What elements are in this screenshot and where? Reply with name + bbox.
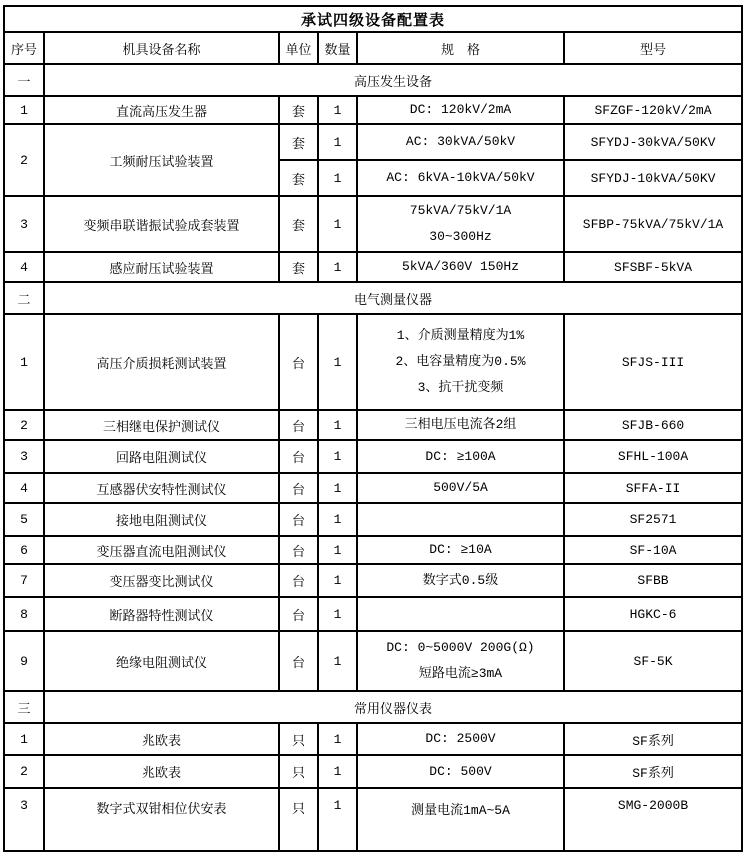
equipment-row [4, 196, 742, 252]
spec-cell [357, 410, 564, 440]
section-number-cell: 一 [4, 64, 44, 96]
spec-line: 测量电流1mA~5A [411, 803, 510, 818]
unit-cell: 套 [279, 252, 318, 282]
row-number-cell: 4 [4, 252, 44, 282]
equipment-name-cell: 变压器直流电阻测试仪 [44, 536, 279, 564]
row-number-cell: 7 [4, 564, 44, 597]
equipment-name-cell: 回路电阻测试仪 [44, 440, 279, 473]
row-number-cell: 3 [4, 196, 44, 252]
spec-cell [357, 196, 564, 252]
model-cell: SFBB [564, 564, 742, 597]
equipment-name-cell: 兆欧表 [44, 755, 279, 788]
model-cell: SF-10A [564, 536, 742, 564]
equipment-row [4, 788, 742, 851]
model-cell: SFYDJ-10kVA/50KV [564, 160, 742, 196]
model-cell: SFJS-III [564, 314, 742, 410]
equipment-row [4, 252, 742, 282]
model-cell: SF-5K [564, 631, 742, 691]
qty-cell: 1 [318, 440, 357, 473]
spec-line: 500V/5A [433, 480, 488, 495]
equipment-row [4, 503, 742, 536]
unit-cell: 套 [279, 160, 318, 196]
spec-line: 3、抗干扰变频 [417, 380, 504, 395]
model-cell: SF系列 [564, 755, 742, 788]
row-number-cell: 6 [4, 536, 44, 564]
model-cell: SFBP-75kVA/75kV/1A [564, 196, 742, 252]
spec-line: 30~300Hz [429, 229, 492, 244]
model-cell: SFFA-II [564, 473, 742, 503]
qty-cell: 1 [318, 536, 357, 564]
qty-cell: 1 [318, 597, 357, 631]
spec-line: DC: 120kV/2mA [409, 102, 512, 117]
spec-cell [357, 631, 564, 691]
qty-cell: 1 [318, 196, 357, 252]
qty-cell: 1 [318, 788, 357, 851]
unit-cell: 只 [279, 755, 318, 788]
equipment-name-cell: 兆欧表 [44, 723, 279, 755]
model-cell: SFYDJ-30kVA/50KV [564, 124, 742, 160]
qty-cell: 1 [318, 723, 357, 755]
equipment-name-cell: 数字式双钳相位伏安表 [44, 788, 279, 851]
spec-line: 5kVA/360V 150Hz [401, 259, 520, 274]
spec-cell [357, 723, 564, 755]
equipment-row [4, 723, 742, 755]
unit-cell: 台 [279, 410, 318, 440]
spec-line: AC: 30kVA/50kV [405, 134, 516, 149]
unit-cell: 台 [279, 503, 318, 536]
equipment-row [4, 410, 742, 440]
unit-cell: 台 [279, 314, 318, 410]
row-number-cell: 3 [4, 788, 44, 851]
model-cell: HGKC-6 [564, 597, 742, 631]
row-number-cell: 2 [4, 755, 44, 788]
equipment-name-cell: 变频串联谐振试验成套装置 [44, 196, 279, 252]
section-number-cell: 三 [4, 691, 44, 723]
unit-cell: 套 [279, 196, 318, 252]
model-cell: SFHL-100A [564, 440, 742, 473]
table-title: 承试四级设备配置表 [4, 6, 742, 32]
row-number-cell: 1 [4, 723, 44, 755]
section-row [4, 691, 742, 723]
model-cell: SF2571 [564, 503, 742, 536]
spec-line: DC: ≥10A [429, 542, 492, 557]
model-cell: SFZGF-120kV/2mA [564, 96, 742, 124]
qty-cell: 1 [318, 755, 357, 788]
equipment-row [4, 473, 742, 503]
spec-line: AC: 6kVA-10kVA/50kV [386, 170, 535, 185]
spec-cell [357, 755, 564, 788]
col-header-no: 序号 [4, 32, 44, 64]
section-number-cell: 二 [4, 282, 44, 314]
equipment-name-cell: 绝缘电阻测试仪 [44, 631, 279, 691]
equipment-name-cell: 三相继电保护测试仪 [44, 410, 279, 440]
equipment-row [4, 124, 742, 160]
equipment-name-cell: 互感器伏安特性测试仪 [44, 473, 279, 503]
section-name-cell: 电气测量仪器 [44, 282, 742, 314]
unit-cell: 台 [279, 564, 318, 597]
qty-cell: 1 [318, 96, 357, 124]
spec-line: DC: 500V [429, 763, 492, 779]
spec-cell [357, 440, 564, 473]
equipment-name-cell: 断路器特性测试仪 [44, 597, 279, 631]
spec-line: DC: ≥100A [425, 448, 496, 464]
row-number-cell: 2 [4, 124, 44, 196]
equipment-row [4, 96, 742, 124]
spec-line: 数字式0.5级 [422, 572, 499, 588]
model-cell: SFJB-660 [564, 410, 742, 440]
unit-cell: 台 [279, 440, 318, 473]
qty-cell: 1 [318, 631, 357, 691]
qty-cell: 1 [318, 252, 357, 282]
section-row [4, 64, 742, 96]
row-number-cell: 8 [4, 597, 44, 631]
unit-cell: 台 [279, 536, 318, 564]
equipment-name-cell: 感应耐压试验装置 [44, 252, 279, 282]
equipment-row [4, 564, 742, 597]
row-number-cell: 3 [4, 440, 44, 473]
equipment-row [4, 755, 742, 788]
unit-cell: 台 [279, 473, 318, 503]
spec-cell [357, 124, 564, 160]
unit-cell: 套 [279, 96, 318, 124]
equipment-config-table [3, 5, 743, 852]
qty-cell: 1 [318, 124, 357, 160]
equipment-name-cell: 接地电阻测试仪 [44, 503, 279, 536]
equipment-row [4, 597, 742, 631]
spec-line: DC: 2500V [425, 731, 496, 746]
spec-cell [357, 536, 564, 564]
unit-cell: 套 [279, 124, 318, 160]
equipment-name-cell: 工频耐压试验装置 [44, 124, 279, 196]
qty-cell: 1 [318, 473, 357, 503]
spec-cell [357, 503, 564, 536]
equipment-row [4, 314, 742, 410]
col-header-spec: 规 格 [357, 32, 564, 64]
equipment-row [4, 440, 742, 473]
equipment-name-cell: 变压器变比测试仪 [44, 564, 279, 597]
row-number-cell: 5 [4, 503, 44, 536]
spec-line: 短路电流≥3mA [418, 666, 503, 681]
equipment-name-cell: 高压介质损耗测试装置 [44, 314, 279, 410]
row-number-cell: 2 [4, 410, 44, 440]
header-row [4, 32, 742, 64]
section-name-cell: 高压发生设备 [44, 64, 742, 96]
qty-cell: 1 [318, 410, 357, 440]
qty-cell: 1 [318, 503, 357, 536]
spec-line: DC: 0~5000V 200G(Ω) [386, 640, 535, 655]
model-cell: SMG-2000B [564, 788, 742, 851]
equipment-row [4, 536, 742, 564]
col-header-unit: 单位 [279, 32, 318, 64]
spec-cell [357, 160, 564, 196]
unit-cell: 台 [279, 631, 318, 691]
spec-cell [357, 473, 564, 503]
model-cell: SFSBF-5kVA [564, 252, 742, 282]
qty-cell: 1 [318, 314, 357, 410]
unit-cell: 只 [279, 723, 318, 755]
col-header-qty: 数量 [318, 32, 357, 64]
qty-cell: 1 [318, 160, 357, 196]
model-cell: SF系列 [564, 723, 742, 755]
spec-cell [357, 314, 564, 410]
unit-cell: 只 [279, 788, 318, 851]
section-row [4, 282, 742, 314]
spec-line: 1、介质测量精度为1% [396, 328, 525, 343]
table-body [4, 64, 742, 851]
equipment-row [4, 631, 742, 691]
spec-cell [357, 96, 564, 124]
col-header-model: 型号 [564, 32, 742, 64]
spec-cell [357, 564, 564, 597]
title-row [4, 6, 742, 32]
qty-cell: 1 [318, 564, 357, 597]
equipment-name-cell: 直流高压发生器 [44, 96, 279, 124]
spec-cell [357, 597, 564, 631]
row-number-cell: 4 [4, 473, 44, 503]
row-number-cell: 1 [4, 96, 44, 124]
table-head [4, 6, 742, 64]
spec-line: 三相电压电流各2组 [404, 417, 517, 432]
row-number-cell: 1 [4, 314, 44, 410]
spec-cell [357, 788, 564, 851]
spec-cell [357, 252, 564, 282]
spec-line: 2、电容量精度为0.5% [395, 354, 526, 369]
section-name-cell: 常用仪器仪表 [44, 691, 742, 723]
row-number-cell: 9 [4, 631, 44, 691]
col-header-equipment-name: 机具设备名称 [44, 32, 279, 64]
spec-line: 75kVA/75kV/1A [409, 203, 512, 218]
unit-cell: 台 [279, 597, 318, 631]
